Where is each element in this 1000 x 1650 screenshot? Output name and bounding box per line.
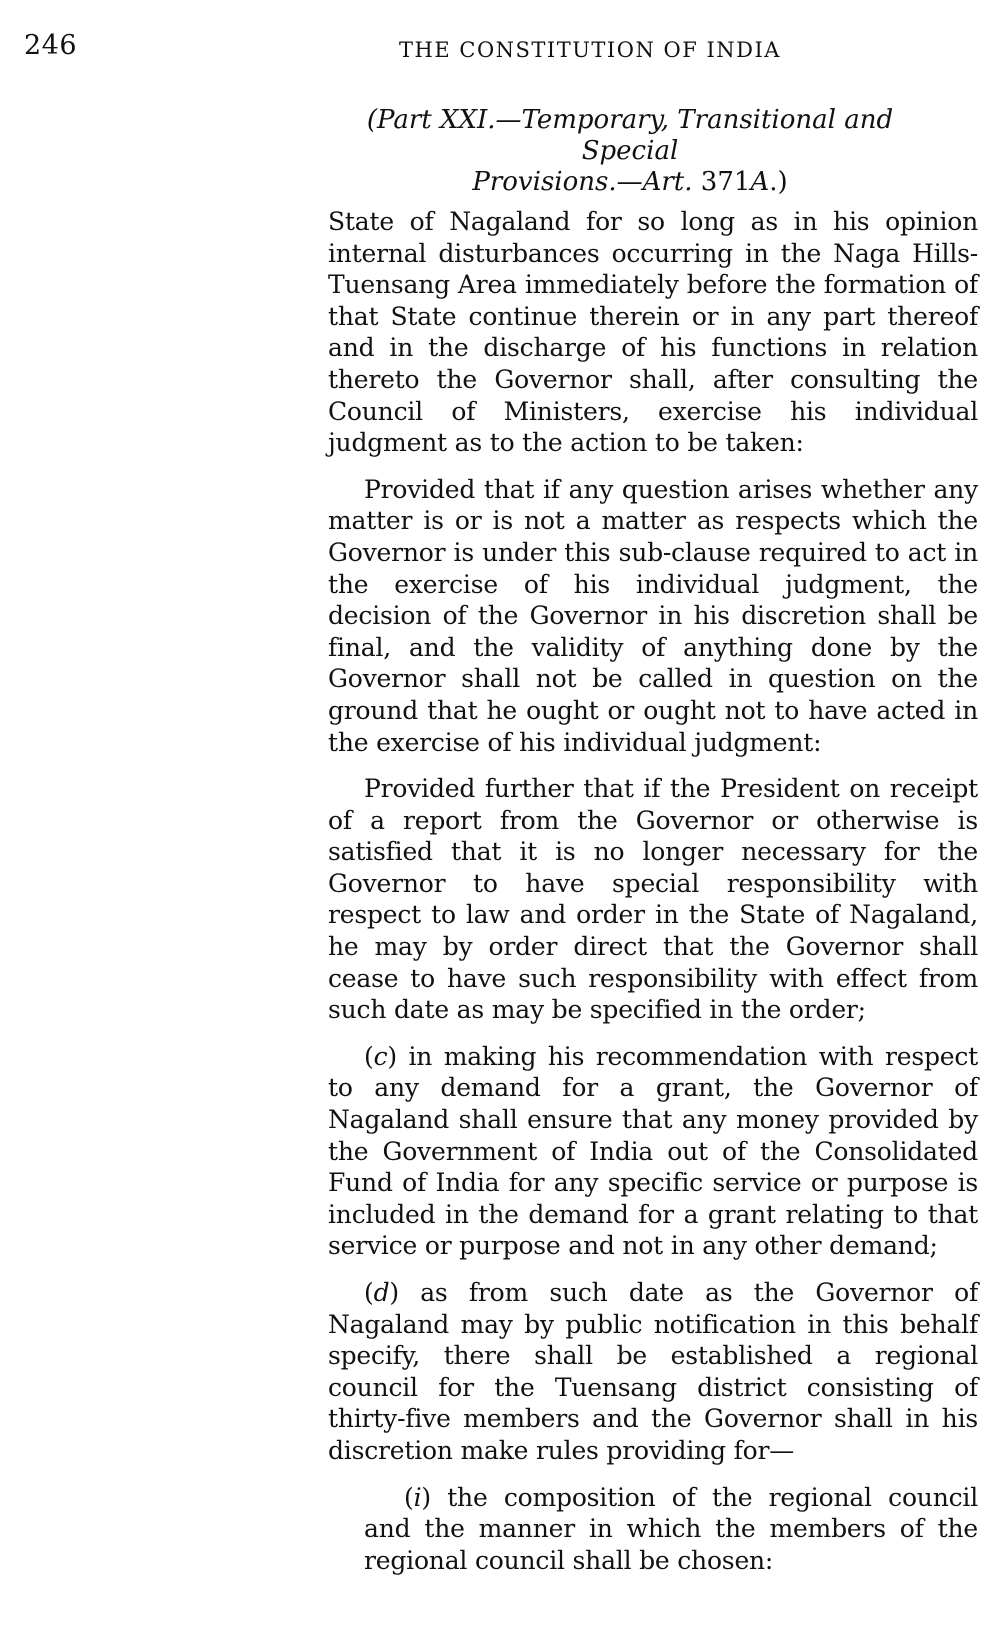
clause-d-text: ) as from such date as the Governor of Nagaland may by public notification in this behalf specify, there shall be established a regional council for the Tuensang district consisting of thirty-five members and the Governor shall in his discretion make rules providing for— (328, 1278, 978, 1465)
subclause-i-open: ( (404, 1482, 414, 1512)
clause-d (328, 1277, 978, 1467)
part-caption-provisions: Provisions.—Art. (472, 167, 701, 197)
part-caption (330, 105, 930, 198)
clause-c-open: ( (364, 1041, 374, 1071)
subclause-i-label: i (413, 1482, 422, 1512)
part-caption-line2 (330, 167, 930, 198)
body-text (328, 206, 978, 1591)
proviso-further: Provided further that if the President on receipt of a report from the Governor or otherwise is satisfied that it is no longer necessary for the Governor to have special responsibility with respect to law and order in the State of Nagaland, he may by order direct that the Governor shall cease to have such responsibility with effect from such date as may be specified in the order; (328, 774, 978, 1025)
clause-c-label: c (373, 1041, 388, 1071)
page-number: 246 (24, 30, 78, 61)
clause-d-label: d (373, 1278, 390, 1307)
proviso-first: Provided that if any question arises whether any matter is or is not a matter as respects which the Governor is under this sub-clause required to act in the exercise of his individual judgment, the decision of the Governor in his discretion shall be final, and the validity of anything done by the Governor shall not be called in question on the ground that he ought or ought not to have acted in the exercise of his individual judgment: (328, 474, 978, 757)
clause-c (328, 1041, 978, 1262)
clause-c-text: ) in making his recommendation with respect to any demand for a grant, the Governor of Nagaland shall ensure that any money provided by the Government of India out of the Consolidated Fund of India for any specific service or purpose is included in the demand for a grant relating to that service or purpose and not in any other demand; (328, 1041, 978, 1261)
paragraph-continuation: State of Nagaland for so long as in his opinion internal disturbances occurring in the Naga Hills-Tuensang Area immediately before the formation of that State continue therein or in any part thereof and in the discharge of his functions in relation thereto the Governor shall, after consulting the Council of Ministers, exercise his individual judgment as to the action to be taken: (328, 207, 978, 458)
subclause-i-text: ) the composition of the regional council and the manner in which the members of the regional council shall be chosen: (364, 1482, 978, 1575)
clause-d-open: ( (364, 1278, 374, 1307)
article-number: 371 (700, 167, 751, 197)
part-caption-close: .) (769, 167, 788, 197)
article-suffix: A (750, 167, 770, 197)
part-caption-line1: (Part XXI.—Temporary, Transitional and Special (366, 105, 894, 166)
subclause-i (364, 1482, 978, 1577)
running-head: THE CONSTITUTION OF INDIA (399, 38, 781, 62)
